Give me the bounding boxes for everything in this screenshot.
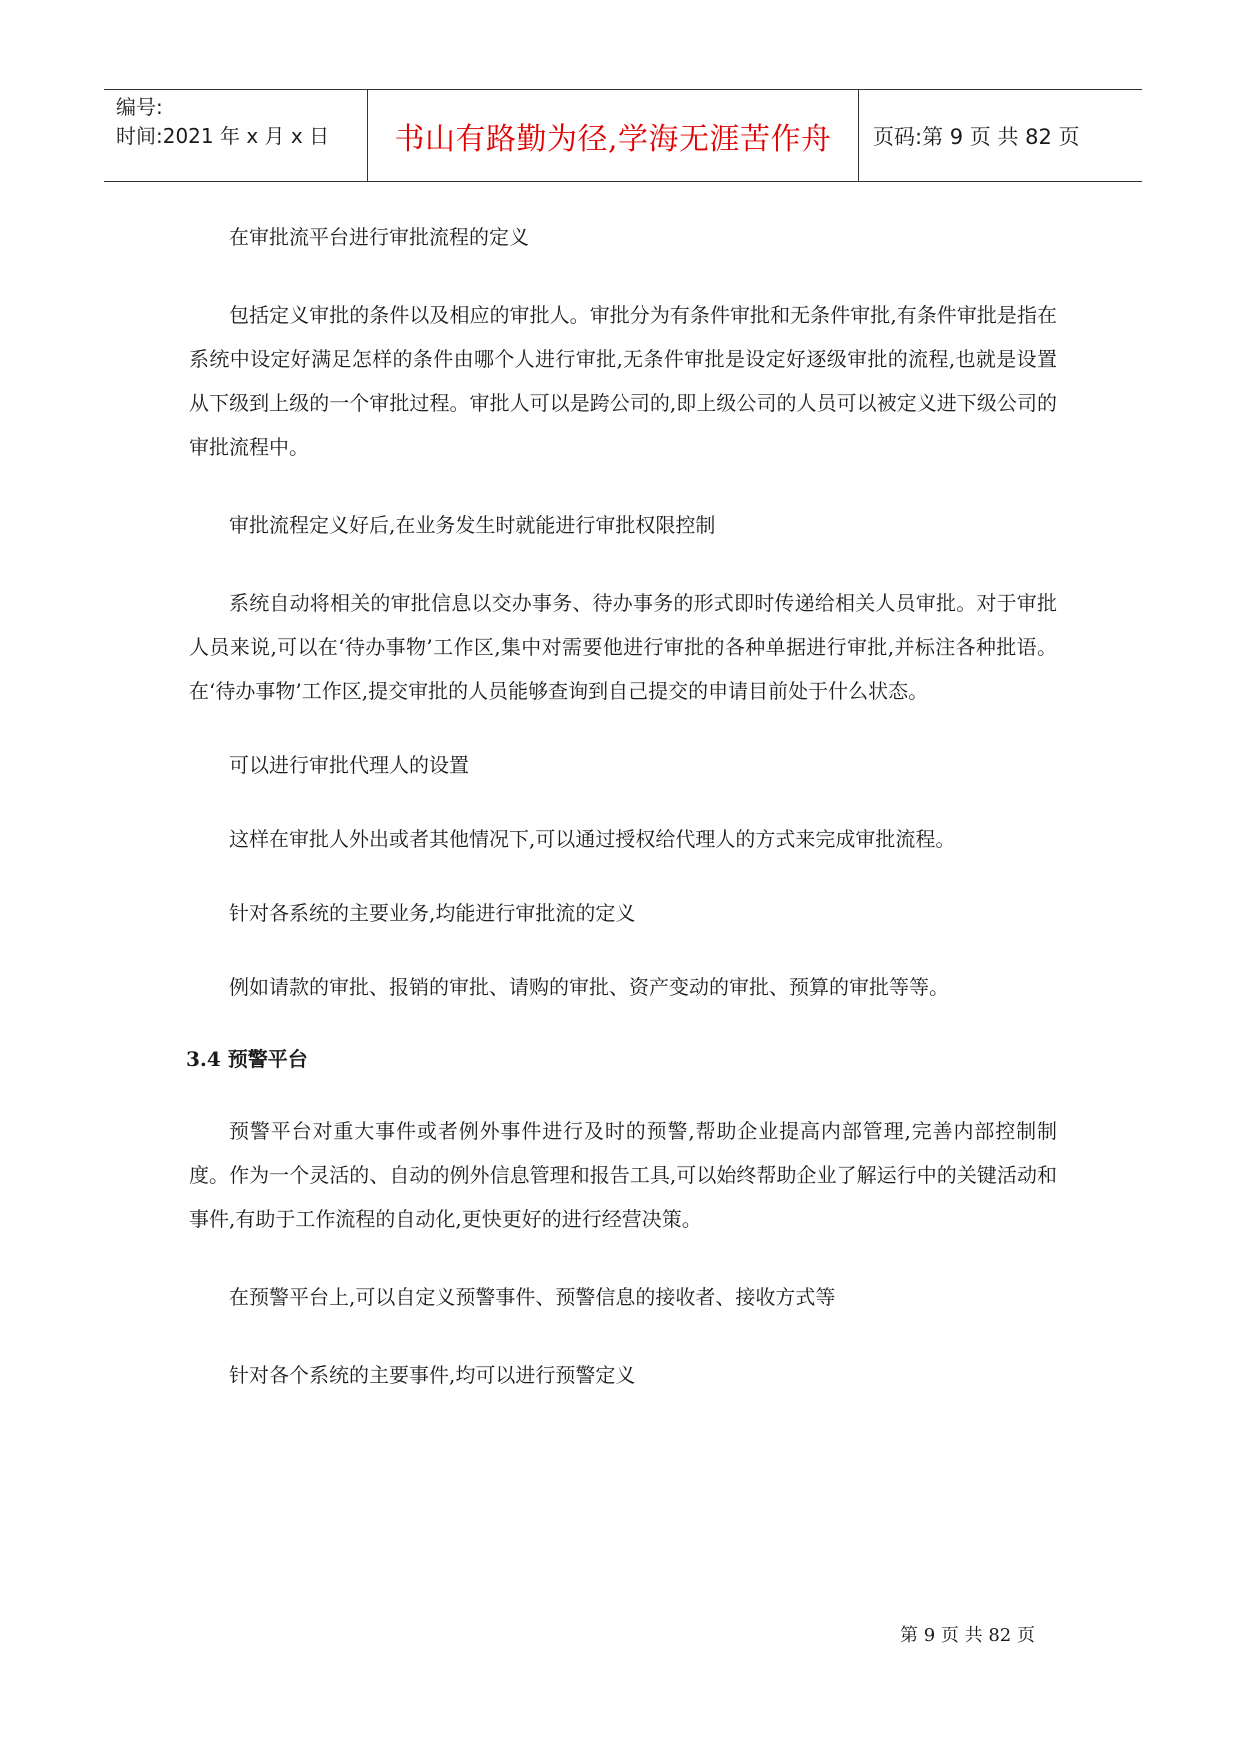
header-motto-cell — [368, 90, 859, 181]
paragraph: 可以进行审批代理人的设置 — [229, 753, 469, 777]
document-body — [186, 215, 1057, 1397]
paragraph: 在预警平台上,可以自定义预警事件、预警信息的接收者、接收方式等 — [229, 1285, 836, 1309]
paragraph: 针对各个系统的主要事件,均可以进行预警定义 — [229, 1363, 636, 1387]
paragraph: 预警平台对重大事件或者例外事件进行及时的预警,帮助企业提高内部管理,完善内部控制制度。作为一个灵活的、自动的例外信息管理和报告工具,可以始终帮助企业了解运行中的关键活动和事件,有助于工作流程的自动化,更快更好的进行经营决策。 — [189, 1119, 1057, 1231]
serial-label: 编号: — [116, 95, 163, 119]
page-footer — [900, 1621, 1035, 1647]
time-label: 时间:2021 年 x 月 x 日 — [116, 124, 330, 148]
page-code-text: 页码:第 9 页 共 82 页 — [873, 124, 1080, 149]
paragraph: 例如请款的审批、报销的审批、请购的审批、资产变动的审批、预算的审批等等。 — [229, 975, 949, 999]
page-header — [104, 89, 1142, 182]
header-meta — [104, 90, 368, 181]
header-page-code — [859, 90, 1142, 181]
footer-page-number: 第 9 页 共 82 页 — [900, 1625, 1035, 1646]
paragraph: 这样在审批人外出或者其他情况下,可以通过授权给代理人的方式来完成审批流程。 — [229, 827, 956, 851]
paragraph: 审批流程定义好后,在业务发生时就能进行审批权限控制 — [229, 513, 716, 537]
motto-text: 书山有路勤为径,学海无涯苦作舟 — [394, 121, 832, 157]
section-heading: 3.4 预警平台 — [186, 1047, 308, 1071]
paragraph: 包括定义审批的条件以及相应的审批人。审批分为有条件审批和无条件审批,有条件审批是指在系统中设定好满足怎样的条件由哪个人进行审批,无条件审批是设定好逐级审批的流程,也就是设置从下级到上级的一个审批过程。审批人可以是跨公司的,即上级公司的人员可以被定义进下级公司的审批流程中。 — [189, 303, 1057, 459]
paragraph: 在审批流平台进行审批流程的定义 — [229, 225, 529, 249]
paragraph: 针对各系统的主要业务,均能进行审批流的定义 — [229, 901, 636, 925]
paragraph: 系统自动将相关的审批信息以交办事务、待办事务的形式即时传递给相关人员审批。对于审批人员来说,可以在‘待办事物’工作区,集中对需要他进行审批的各种单据进行审批,并标注各种批语。在‘待办事物’工作区,提交审批的人员能够查询到自己提交的申请目前处于什么状态。 — [189, 591, 1057, 703]
